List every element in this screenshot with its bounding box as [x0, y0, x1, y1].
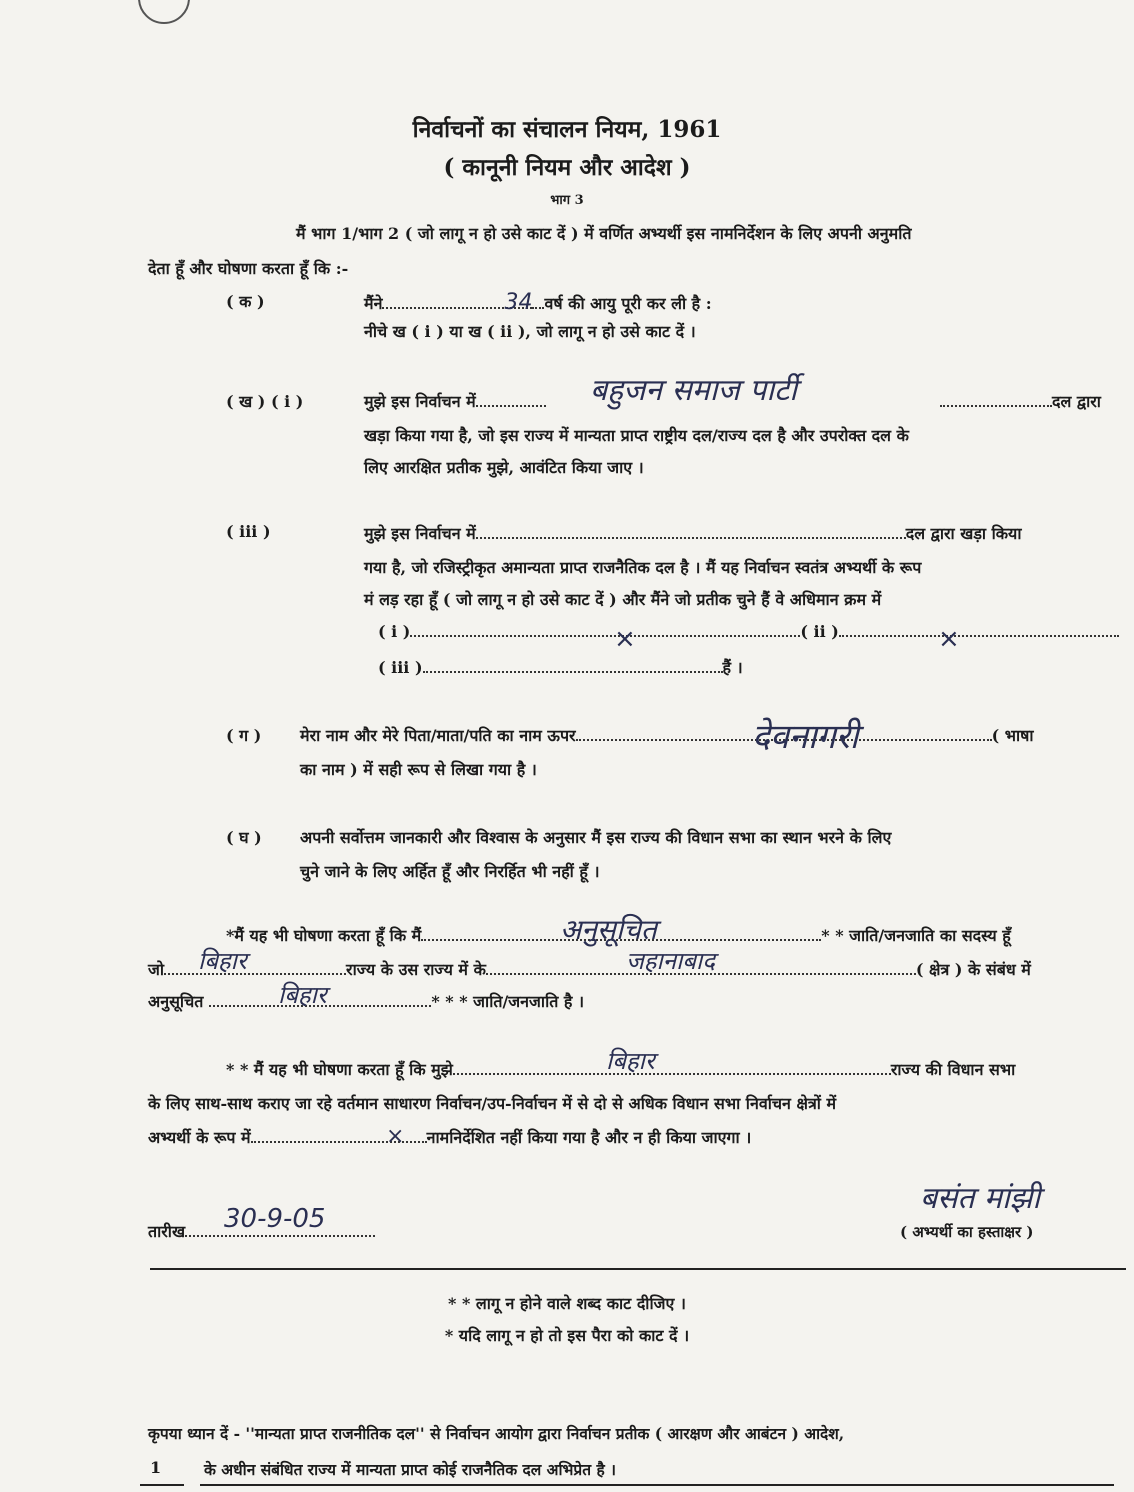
section-iii-line-3: मं लड़ रहा हूँ ( जो लागू न हो उसे काट दें ) और मैंने जो प्रतीक चुने हैं वे अधिमान क्रम में: [364, 590, 882, 609]
symbol-2-label: ( ii ): [800, 622, 839, 641]
party-name-handwritten: बहुजन समाज पार्टी: [590, 373, 797, 408]
constituency-pre: * * मैं यह भी घोषणा करता हूँ कि मुझे: [226, 1060, 453, 1079]
symbol-3-dots: [423, 667, 723, 673]
caste-pre: *मैं यह भी घोषणा करता हूँ कि मैं: [226, 926, 422, 945]
symbol-3-post: हैं ।: [722, 658, 743, 677]
party-2-field-dots: [476, 533, 906, 539]
footnote-underline: [200, 1484, 1114, 1486]
language-handwritten: देवनागरी: [752, 717, 859, 757]
intro-line-2: देता हूँ और घोषणा करता हूँ कि :-: [148, 259, 349, 278]
caste-l3-post: * * * जाति/जनजाति है ।: [431, 992, 585, 1011]
section-ka-pre: मैंने: [364, 294, 383, 313]
constituency-post: राज्य की विधान सभा: [890, 1060, 1016, 1079]
section-gha-line-1: अपनी सर्वोत्तम जानकारी और विश्वास के अनुसार मैं इस राज्य की विधान सभा का स्थान भरने के लिए: [300, 828, 892, 847]
symbol-line-2: [378, 656, 743, 678]
age-value: 34: [504, 290, 533, 315]
section-iii-pre: मुझे इस निर्वाचन में: [364, 524, 476, 543]
symbol-3-label: ( iii ): [378, 658, 423, 677]
document-title: निर्वाचनों का संचालन नियम, 1961: [412, 116, 722, 143]
symbol-1-label: ( i ): [378, 622, 411, 641]
section-ga-line-2: का नाम ) में सही रूप से लिखा गया है ।: [300, 760, 537, 779]
section-ga-pre: मेरा नाम और मेरे पिता/माता/पति का नाम ऊपर: [300, 726, 576, 745]
section-kha-pre: मुझे इस निर्वाचन में: [364, 392, 476, 411]
constituency-l3-pre: अभ्यर्थी के रूप में: [148, 1128, 251, 1147]
section-kha-post: दल द्वारा: [1052, 392, 1101, 411]
part-number: भाग 3: [550, 193, 584, 208]
constituency-line-3: [148, 1126, 751, 1148]
state-handwritten: बिहार: [198, 947, 247, 975]
date-label: तारीख: [148, 1222, 186, 1241]
candidate-signature: बसंत मांझी: [920, 1181, 1041, 1216]
caste-line-3: [148, 990, 584, 1012]
divider-line: [150, 1268, 1126, 1270]
footnote-line-2: के अधीन संबंधित राज्य में मान्यता प्राप्त कोई राजनैतिक दल अभिप्रेत है ।: [204, 1460, 616, 1479]
intro-line-1: मैं भाग 1/भाग 2 ( जो लागू न हो उसे काट दें ) में वर्णित अभ्यर्थी इस नामनिर्देशन के लिए अपनी अनुमति: [296, 224, 912, 243]
symbol-1-cross-mark: ×: [614, 624, 636, 654]
caste-l3-pre: अनुसूचित: [148, 992, 204, 1011]
caste-handwritten: अनुसूचित: [560, 913, 657, 946]
caste-post: * * जाति/जनजाति का सदस्य हूँ: [821, 926, 1011, 945]
constituency-cross-mark: ×: [386, 1124, 405, 1149]
page-corner-mark: [138, 0, 190, 24]
constituency-state-dots: [453, 1069, 891, 1075]
symbol-line-1: [378, 622, 1119, 641]
caste-2-handwritten: बिहार: [278, 981, 327, 1009]
section-kha-line-3: लिए आरक्षित प्रतीक मुझे, आवंटित किया जाए ।: [364, 458, 644, 477]
footnote-number-underline: [140, 1484, 184, 1486]
caste-l2-mid: राज्य के उस राज्य में के: [346, 960, 486, 979]
section-iii-line-2: गया है, जो रजिस्ट्रीकृत अमान्यता प्राप्त राजनैतिक दल है । मैं यह निर्वाचन स्वतंत्र अभ्यर्थी के रूप: [364, 558, 922, 577]
caste-line-2: [148, 958, 1031, 980]
symbol-2-cross-mark: ×: [938, 624, 960, 654]
section-iii-label: ( iii ): [226, 522, 271, 541]
section-iii-post: दल द्वारा खड़ा किया: [905, 524, 1022, 543]
state-field-dots: [164, 969, 346, 975]
date-handwritten: 30-9-05: [224, 1204, 326, 1234]
document-subtitle: ( कानूनी नियम और आदेश ): [443, 154, 691, 181]
section-kha-line-2: खड़ा किया गया है, जो इस राज्य में मान्यता प्राप्त राष्ट्रीय दल/राज्य दल है और उपरोक्त दल के: [364, 426, 909, 445]
footnote-number: 1: [150, 1458, 162, 1477]
symbol-2-dots: [839, 631, 1119, 637]
section-ka-line-1: [364, 290, 712, 315]
area-handwritten: जहानाबाद: [626, 947, 715, 975]
constituency-state-handwritten: बिहार: [606, 1047, 655, 1075]
section-ka-line-2: नीचे ख ( i ) या ख ( ii ), जो लागू न हो उसे काट दें ।: [364, 322, 696, 341]
symbol-1-dots: [410, 631, 800, 637]
party-field-end: [940, 390, 1101, 412]
constituency-l3-post: नामनिर्देशित नहीं किया गया है और न ही किया जाएगा ।: [426, 1128, 752, 1147]
section-ga-line-1: [300, 724, 1034, 746]
party-field-dots-end: [940, 401, 1052, 407]
caste-l2-pre: जो: [148, 960, 165, 979]
note-2: * यदि लागू न हो तो इस पैरा को काट दें ।: [444, 1326, 690, 1345]
section-ka-post: वर्ष की आयु पूरी कर ली है :: [544, 294, 712, 313]
section-kha-label: ( ख ) ( i ): [226, 392, 304, 411]
signature-label: ( अभ्यर्थी का हस्ताक्षर ): [900, 1223, 1034, 1241]
section-ga-post: ( भाषा: [991, 726, 1034, 745]
party-field-dots-start: [476, 401, 546, 407]
section-kha-line-1: [364, 390, 546, 412]
footnote-line-1: कृपया ध्यान दें - ''मान्यता प्राप्त राजनीतिक दल'' से निर्वाचन आयोग द्वारा निर्वाचन प्रतीक ( आरक्षण और आबंटन ) आदेश,: [148, 1424, 845, 1443]
note-1: * * लागू न होने वाले शब्द काट दीजिए ।: [448, 1294, 686, 1313]
section-ga-label: ( ग ): [226, 726, 262, 745]
section-gha-label: ( घ ): [226, 828, 262, 847]
age-field-dots-end: [532, 303, 544, 309]
section-iii-line-1: [364, 522, 1021, 544]
section-ka-label: ( क ): [226, 292, 265, 311]
constituency-line-2: के लिए साथ-साथ कराए जा रहे वर्तमान साधारण निर्वाचन/उप-निर्वाचन में से दो से अधिक विधान सभा निर्वाचन क्षेत्रों में: [148, 1094, 837, 1113]
section-gha-line-2: चुने जाने के लिए अर्हित हूँ और निरर्हित भी नहीं हूँ ।: [300, 862, 600, 881]
caste-l2-post: ( क्षेत्र ) के संबंध में: [915, 960, 1031, 979]
